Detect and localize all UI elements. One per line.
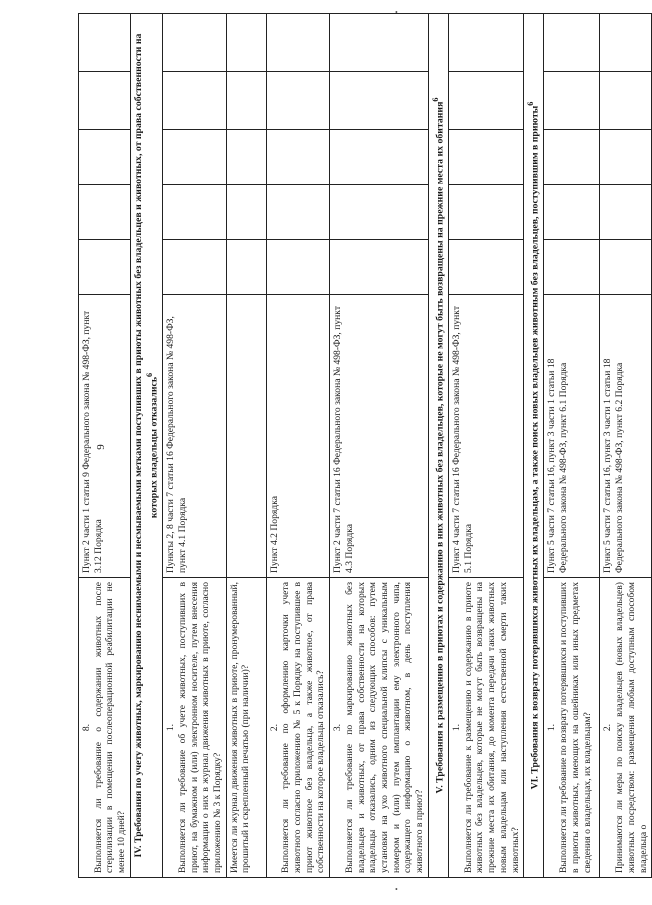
question-cell (79, 578, 131, 878)
question-text: Выполняется ли требование по оформлению карточки учета животного согласно приложению № 5 к Порядку на поступившее в приют животное без владельца, а также животное, от права собственности на которое владельцы отказались? (280, 582, 327, 873)
answer-cell (266, 72, 330, 130)
answer-cell (163, 72, 227, 130)
answer-cell (600, 72, 652, 130)
section-title: V. Требования к размещению в приютах и содержанию в них животных без владельцев, которые не могут быть возвращены на прежние места их обитания (434, 101, 446, 794)
row-number: 8. (81, 723, 92, 732)
question-cell (449, 578, 524, 878)
legal-reference (226, 295, 266, 578)
answer-cell (330, 72, 429, 130)
row-number: 3. (332, 723, 344, 732)
answer-cell (163, 185, 227, 240)
row-number: 2. (268, 723, 280, 732)
section-heading (428, 14, 448, 878)
row-number: 1. (165, 723, 177, 732)
section-title: VI. Требования к возврату потерявшихся животных их владельцам, а также поиск новых владельцев животным без владельцев, поступившим в приюты (529, 105, 541, 790)
answer-cell (544, 185, 600, 240)
answer-cell (79, 130, 131, 185)
answer-cell (79, 185, 131, 240)
table-row (544, 14, 600, 878)
legal-reference: Пункт 4 части 7 статьи 16 Федерального закона № 498-ФЗ, пункт 5.1 Порядка (449, 295, 524, 578)
answer-cell (449, 14, 524, 72)
question-text: Выполняется ли требование о содержании животных после стерилизации в помещении послеоперационной реабилитации не менее 10 дней? (92, 582, 128, 873)
answer-cell (330, 130, 429, 185)
answer-cell (600, 130, 652, 185)
answer-cell (600, 14, 652, 72)
rotated-table-wrapper (78, 14, 649, 878)
answer-cell (330, 185, 429, 240)
answer-cell (226, 130, 266, 185)
row-number: 1. (451, 723, 462, 732)
section-header-row (524, 14, 544, 878)
question-text: Имеется ли журнал движения животных в приюте, пронумерованный, прошитый и скрепленный печатью (при наличии)? (228, 582, 252, 873)
section-header-row (131, 14, 163, 878)
answer-cell (266, 130, 330, 185)
scan-dot: • (395, 885, 398, 894)
question-text: Выполняется ли требование по маркированию животных без владельцев и животных, от права собственности на которых владельцы отказались, одним из следующих способов: путем установки на ухо животного специальной клипсы с уникальным номером и (или) путем имплантации ему электронного чипа, содержащего информацию о животном, в день поступления животного в приют? (343, 582, 426, 873)
answer-cell (226, 240, 266, 295)
checklist-table (78, 13, 652, 878)
table-row (266, 14, 330, 878)
answer-cell (266, 240, 330, 295)
footnote-mark: 6 (430, 97, 440, 102)
legal-reference: Пункт 5 части 7 статьи 16, пункт 3 части 1 статьи 18 Федерального закона № 498-ФЗ, пункт 6.1 Порядка (544, 295, 600, 578)
question-cell (600, 578, 652, 878)
table-row (226, 14, 266, 878)
answer-cell (544, 14, 600, 72)
table-row (163, 14, 227, 878)
answer-cell (449, 240, 524, 295)
table-row (330, 14, 429, 878)
answer-cell (330, 240, 429, 295)
answer-cell (266, 185, 330, 240)
answer-cell (79, 14, 131, 72)
answer-cell (544, 130, 600, 185)
row-number: 2. (602, 723, 614, 732)
legal-reference: Пункты 2, 8 части 7 статьи 16 Федерального закона № 498-ФЗ, пункт 4.1 Порядка (163, 295, 227, 578)
section-header-row (428, 14, 448, 878)
answer-cell (330, 14, 429, 72)
answer-cell (544, 240, 600, 295)
question-cell (330, 578, 429, 878)
question-text: Выполняется ли требование к размещению и содержанию в приюте животных без владельцев, которые не могут быть возвращены на прежние места их обитания, до момента передачи таких животных новым владельцам или наступления естественной смерти таких животных? (462, 582, 521, 873)
answer-cell (226, 14, 266, 72)
answer-cell (163, 240, 227, 295)
question-text: Выполняется ли требование об учете животных, поступивших в приют, на бумажном и (или) электронном носителе, путем внесения информации о них в журнал движения животных в приюте, согласно приложению № 3 к Порядку? (176, 582, 223, 873)
question-text: Принимаются ли меры по поиску владельцев (новых владельцев) животных посредством: размещения любым доступным способом владельца о (614, 582, 649, 873)
table-row (449, 14, 524, 878)
section-title: IV. Требования по учету животных, маркированию неснимаемыми и несмываемыми метками поступивших в приюты животных без владельцев и животных, от права собственности на которых владельцы отказались (133, 33, 160, 858)
answer-cell (600, 185, 652, 240)
question-cell (544, 578, 600, 878)
answer-cell (266, 14, 330, 72)
footnote-mark: 6 (144, 372, 154, 377)
question-text: Выполняется ли требование по возврату потерявшихся и поступивших в приюты животных, имеющих на ошейниках или иных предметах сведения о владельцах, их владельцам? (558, 582, 593, 873)
answer-cell (226, 72, 266, 130)
answer-cell (163, 130, 227, 185)
legal-reference: Пункт 5 части 7 статьи 16, пункт 3 части 1 статьи 18 Федерального закона № 498-ФЗ, пункт 6.2 Порядка (600, 295, 652, 578)
legal-reference: Пункт 2 части 1 статьи 9 Федерального закона № 498-ФЗ, пункт 3.12 Порядка (79, 295, 131, 578)
question-cell (163, 578, 227, 878)
answer-cell (79, 72, 131, 130)
answer-cell (544, 72, 600, 130)
table-row (600, 14, 652, 878)
section-heading (524, 14, 544, 878)
answer-cell (449, 72, 524, 130)
answer-cell (449, 185, 524, 240)
answer-cell (600, 240, 652, 295)
legal-reference: Пункт 2 части 7 статьи 16 Федерального закона № 498-ФЗ, пункт 4.3 Порядка (330, 295, 429, 578)
question-cell (226, 578, 266, 878)
answer-cell (79, 240, 131, 295)
legal-reference: Пункт 4.2 Порядка (266, 295, 330, 578)
answer-cell (449, 130, 524, 185)
answer-cell (226, 185, 266, 240)
section-heading (131, 14, 163, 878)
page-number: 9 (94, 444, 107, 450)
answer-cell (163, 14, 227, 72)
row-number: 1. (546, 723, 558, 732)
question-cell (266, 578, 330, 878)
scan-dot: • (395, 8, 398, 17)
footnote-mark: 6 (526, 101, 536, 106)
